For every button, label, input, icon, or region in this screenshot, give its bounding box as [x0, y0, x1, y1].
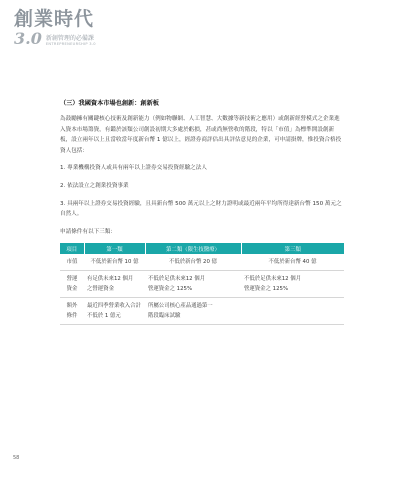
table-cell: 不低於新台幣 40 億 [241, 254, 344, 271]
main-content [60, 99, 344, 325]
table-header-cell: 第二類（限生技醫療） [145, 243, 241, 254]
table-intro: 申請條件有以下三類： [60, 228, 116, 235]
requirements-table [60, 243, 344, 325]
table-row [60, 271, 344, 298]
brand-row [14, 31, 96, 47]
table-cell: 市值 [60, 254, 84, 271]
brand-subtitle-zh: 新創管理的必備課 [45, 35, 94, 42]
page-number: 58 [13, 455, 20, 461]
table-header-cell: 第一類 [84, 243, 145, 254]
table-cell: 不低於足供未來12 個月 營運資金之 125% [241, 271, 344, 298]
table-cell: 所屬公司核心產品通過第一 階段臨床試驗 [145, 298, 241, 325]
table-cell: 額外 條件 [60, 298, 84, 325]
table-header-cell: 項目 [60, 243, 84, 254]
section-heading: （三）我國資本市場也創新：創新板 [60, 100, 159, 107]
table-cell: 不低於足供未來12 個月 營運資金之 125% [145, 271, 241, 298]
table-header-row [60, 243, 344, 254]
table-row [60, 298, 344, 325]
table-cell: 最近四季營業收入合計 不低於 1 億元 [84, 298, 145, 325]
table-cell: 有足供未來12 個月 之營運資金 [84, 271, 145, 298]
table-row [60, 254, 344, 271]
brand-title: 創業時代 [14, 8, 95, 30]
table-cell: 營運 資金 [60, 271, 84, 298]
brand-subtitle-en: ENTREPRENEURSHIP 3.0 [45, 42, 96, 46]
list-item-1: 1. 專業機構投資人或具有兩年以上證券交易投資經驗之法人 [60, 165, 207, 172]
table-header-cell: 第三類 [241, 243, 344, 254]
list-item-3: 3. 具兩年以上證券交易投資經驗，且具新台幣 500 萬元以上之財力證明或最近兩年平均所得達新台幣 150 萬元之自然人。 [60, 200, 342, 218]
table-cell: 不低於新台幣 10 億 [84, 254, 145, 271]
brand-version: 3.0 [14, 29, 42, 48]
list-item-2: 2. 依法設立之創業投資事業 [60, 182, 129, 189]
table-cell [241, 298, 344, 325]
brand-logo [14, 8, 96, 47]
brand-subtitle [46, 35, 96, 47]
table-cell: 不低於新台幣 20 億 [145, 254, 241, 271]
body-paragraph: 為鼓勵擁有關鍵核心技術及創新能力（例如物聯網、人工智慧、大數據等新技術之應用）或創新經營模式之企業進入資本市場籌資，有鑑於該類公司創設初期大多處於虧損，甚或尚無營收的階段，特以「市值」為標準開設創新板，設立兩年以上且當收當年度新台幣 1 億以上，經證券商評估出具評估意見的企業，可申請掛牌，惟投資合格投資人包括： [60, 116, 342, 154]
